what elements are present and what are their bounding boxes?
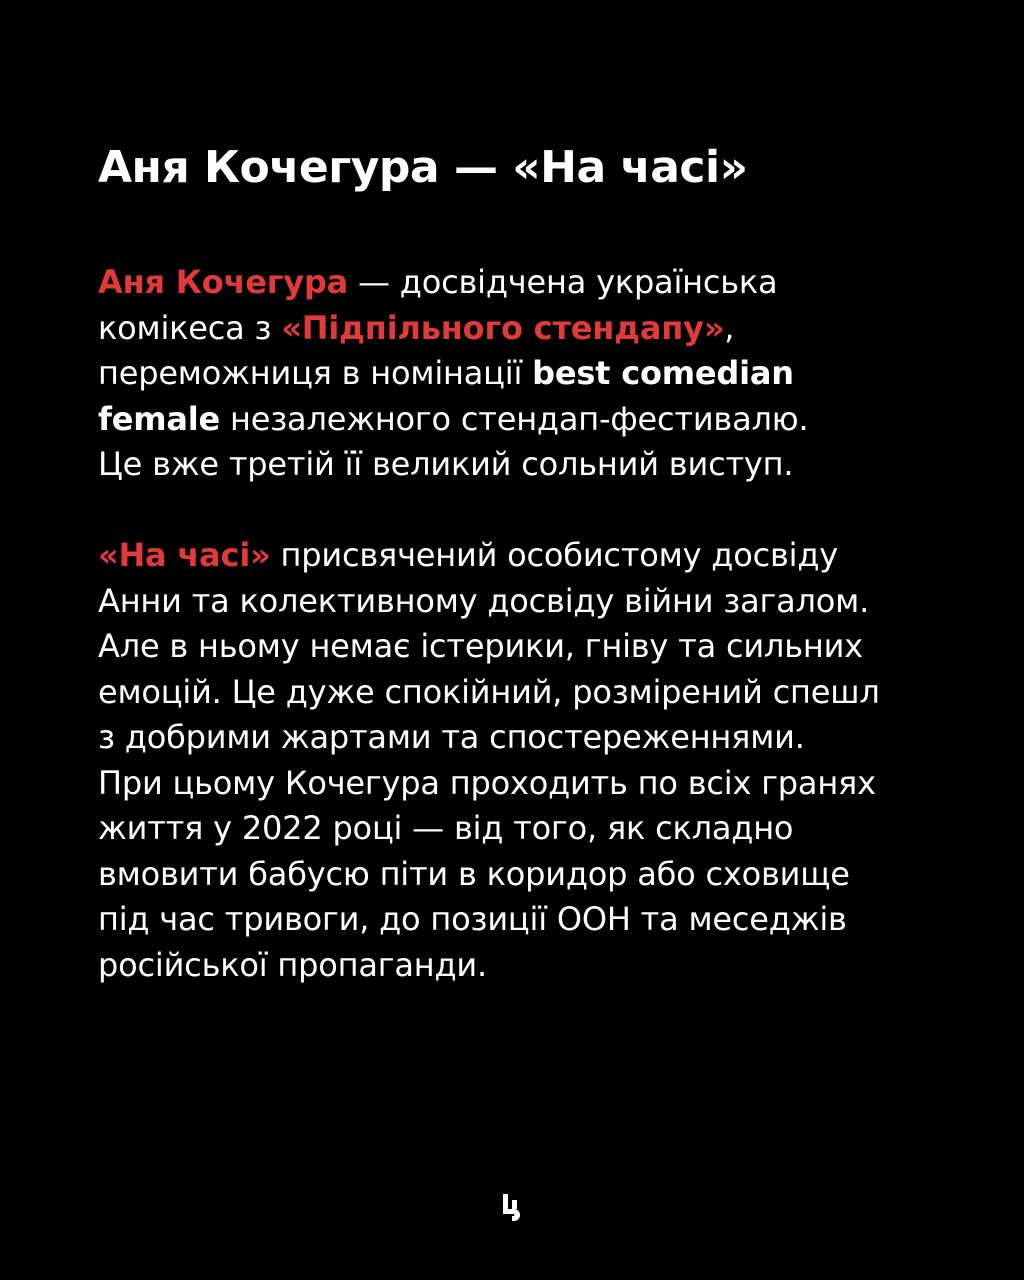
text-fragment: незалежного стендап-фестивалю. bbox=[220, 399, 809, 438]
bold-award: best comedian bbox=[532, 354, 794, 392]
content-card bbox=[98, 138, 978, 988]
text-line: Це вже третій її великий сольний виступ. bbox=[98, 445, 794, 483]
article-body bbox=[98, 260, 978, 988]
bold-award: female bbox=[98, 399, 221, 438]
highlight-show-name: «Підпільного стендапу» bbox=[281, 308, 725, 347]
text-line bbox=[98, 260, 978, 306]
text-line: з добрими жартами та спостереженнями. bbox=[98, 718, 805, 756]
paragraph-intro bbox=[98, 260, 978, 488]
text-line: під час тривоги, до позиції ООН та меседжів bbox=[98, 900, 847, 938]
text-line: При цьому Кочегура проходить по всіх гранях bbox=[98, 763, 876, 802]
paragraph-description bbox=[98, 533, 978, 988]
text-line: життя у 2022 році — від того, як складно bbox=[98, 809, 794, 847]
text-line: російської пропаганди. bbox=[98, 945, 487, 984]
text-fragment: — досвідчена українська bbox=[348, 263, 778, 301]
text-line bbox=[98, 306, 978, 352]
brand-logo-icon bbox=[500, 1192, 524, 1222]
text-line: Анни та колективному досвіду війни загалом. bbox=[98, 581, 870, 620]
text-line bbox=[98, 397, 978, 443]
text-line: вмовити бабусю піти в коридор або сховище bbox=[98, 854, 850, 893]
text-fragment: переможниця в номінації bbox=[98, 354, 533, 392]
text-fragment: комікеса з bbox=[98, 308, 282, 347]
highlight-special-name: «На часі» bbox=[98, 536, 271, 574]
text-fragment: присвячений особистому досвіду bbox=[270, 536, 839, 574]
text-line: Але в ньому немає істерики, гніву та сильних bbox=[98, 627, 863, 665]
text-line bbox=[98, 351, 978, 397]
highlight-name: Аня Кочегура bbox=[98, 263, 349, 301]
text-line bbox=[98, 533, 978, 579]
page-title: Аня Кочегура — «На часі» bbox=[98, 142, 748, 193]
text-line: емоцій. Це дуже спокійний, розмірений спешл bbox=[98, 672, 880, 711]
text-fragment: , bbox=[724, 308, 735, 347]
